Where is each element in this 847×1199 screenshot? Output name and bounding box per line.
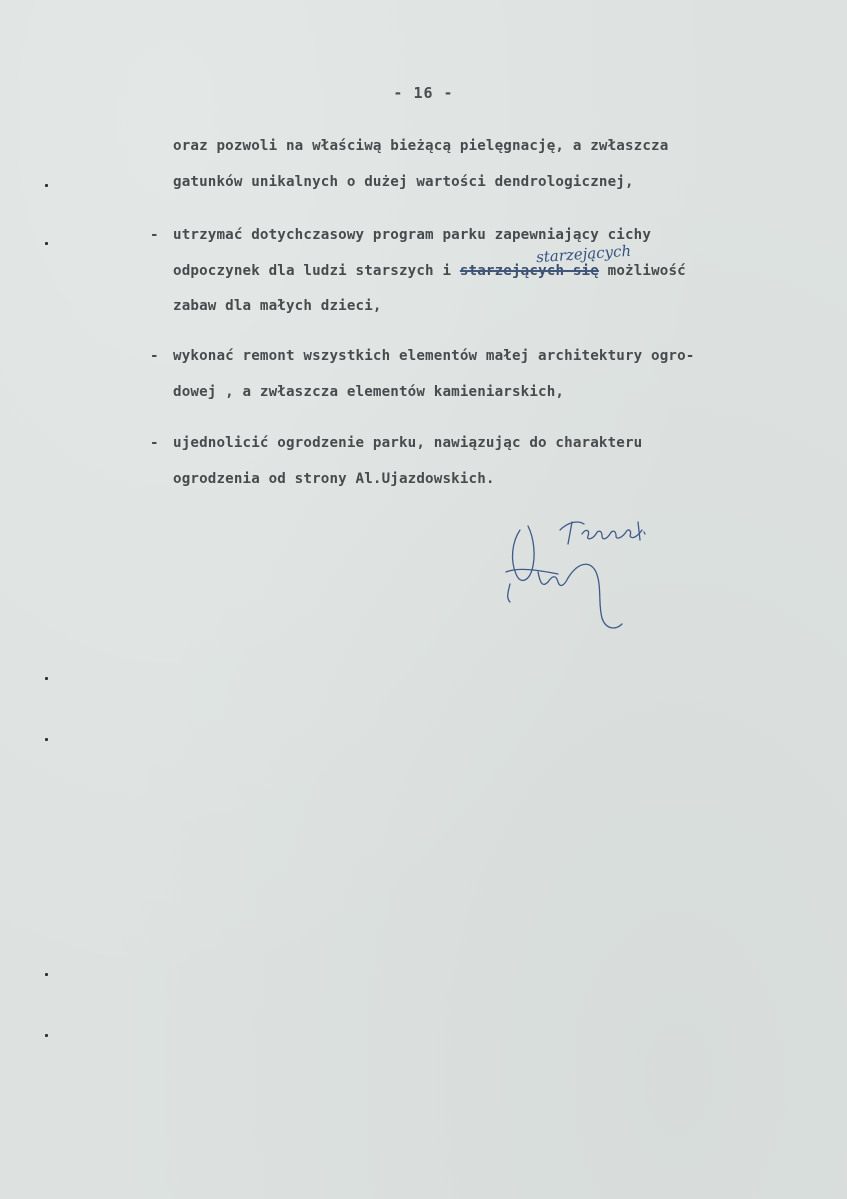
paragraph-2-line-1: utrzymać dotychczasowy program parku zapewniający cichy (173, 227, 652, 243)
margin-mark (45, 242, 48, 245)
margin-mark (45, 738, 48, 741)
struck-text: starzejących się (459, 263, 599, 279)
paragraph-4-line-2: ogrodzenia od strony Al.Ujazdowskich. (173, 471, 495, 487)
bullet-dash: - (150, 435, 159, 451)
paragraph-2-line-2 (173, 263, 686, 279)
margin-mark (45, 184, 48, 187)
bullet-dash: - (150, 348, 159, 364)
page-number: - 16 - (393, 84, 454, 102)
margin-mark (45, 1034, 48, 1037)
handwritten-signature (498, 512, 658, 637)
paragraph-1-line-1: oraz pozwoli na właściwą bieżącą pielęgnację, a zwłaszcza (173, 138, 669, 154)
paragraph-3-line-1: wykonać remont wszystkich elementów małej architektury ogro- (173, 348, 695, 364)
paragraph-2-line-3: zabaw dla małych dzieci, (173, 298, 382, 314)
paragraph-4-line-1: ujednolicić ogrodzenie parku, nawiązując do charakteru (173, 435, 643, 451)
paragraph-2-line-2-before: odpoczynek dla ludzi starszych i (173, 263, 452, 279)
margin-mark (45, 677, 48, 680)
paragraph-2-line-2-after: możliwość (607, 263, 686, 279)
paragraph-3-line-2: dowej , a zwłaszcza elementów kamieniarskich, (173, 384, 565, 400)
bullet-dash: - (150, 227, 159, 243)
paragraph-1-line-2: gatunków unikalnych o dużej wartości dendrologicznej, (173, 174, 634, 190)
handwritten-insert: starzejących (535, 241, 632, 267)
margin-mark (45, 973, 48, 976)
